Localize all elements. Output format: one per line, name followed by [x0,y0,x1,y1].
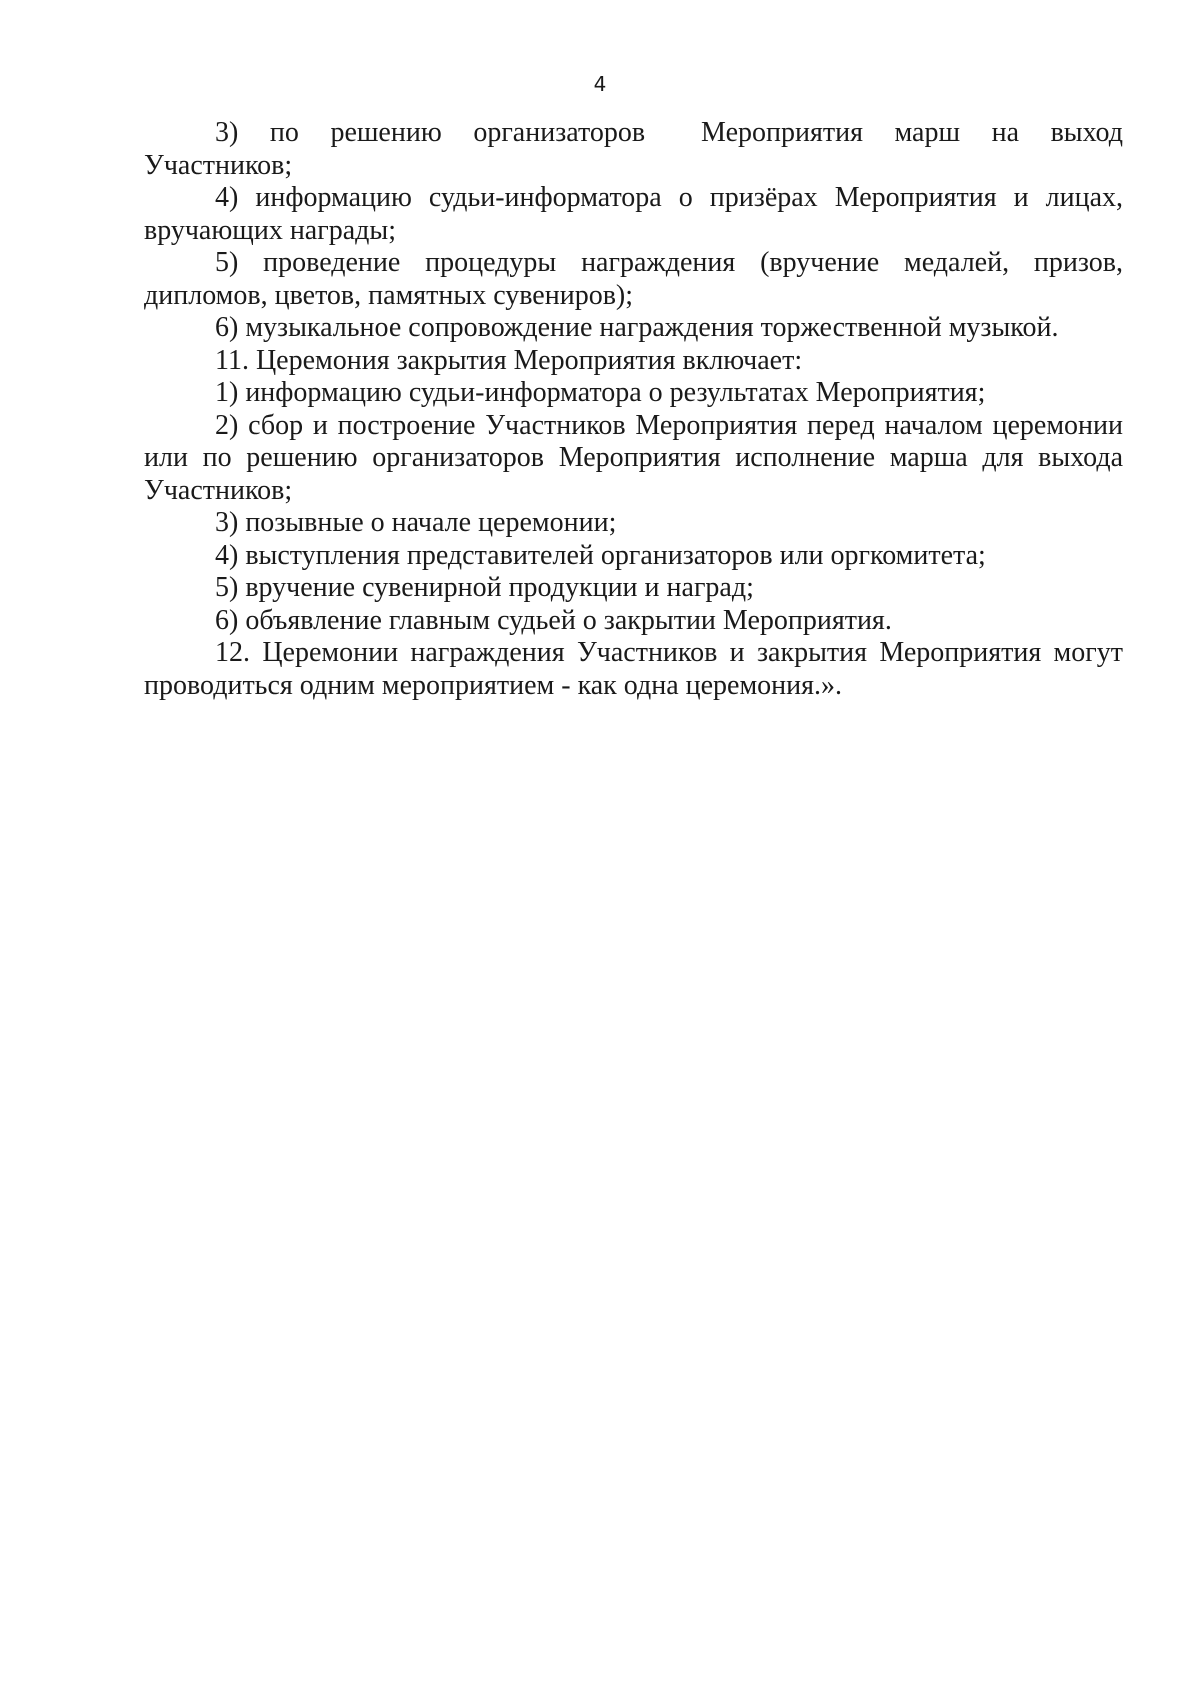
paragraph-award-procedure: 5) проведение процедуры награждения (вручение медалей, призов, дипломов, цветов, памятных сувениров); [144,247,1123,311]
paragraph-participants-lineup: 2) сбор и построение Участников Мероприятия перед началом церемонии или по решению организаторов Мероприятия исполнение марша для выхода Участников; [144,409,1123,506]
paragraph-closing-ceremony-heading: 11. Церемония закрытия Мероприятия включает: [215,344,803,376]
paragraph-march-exit-part2: Мероприятия марш на выход Участников; [144,117,1123,181]
paragraph-prize-winners-info: 4) информацию судьи-информатора о призёрах Мероприятия и лицах, вручающих награды; [144,182,1123,246]
paragraph-closing-announcement: 6) объявление главным судьей о закрытии Мероприятия. [215,604,892,636]
paragraph-souvenirs: 5) вручение сувенирной продукции и наград; [215,572,754,603]
paragraph-speeches: 4) выступления представителей организаторов или оргкомитета; [215,539,986,571]
paragraph-call-signs: 3) позывные о начале церемонии; [215,507,617,538]
paragraph-march-exit-part1: 3) по решению организаторов [215,117,646,148]
document-body [144,117,1123,702]
page-number: 4 [593,72,607,96]
paragraph-results-info: 1) информацию судьи-информатора о результатах Мероприятия; [215,377,986,408]
paragraph-award-music: 6) музыкальное сопровождение награждения торжественной музыкой. [215,312,1059,343]
paragraph-combined-ceremony: 12. Церемонии награждения Участников и закрытия Мероприятия могут проводиться одним мероприятием - как одна церемония.». [144,637,1123,701]
paragraph-march-exit [144,117,1123,182]
